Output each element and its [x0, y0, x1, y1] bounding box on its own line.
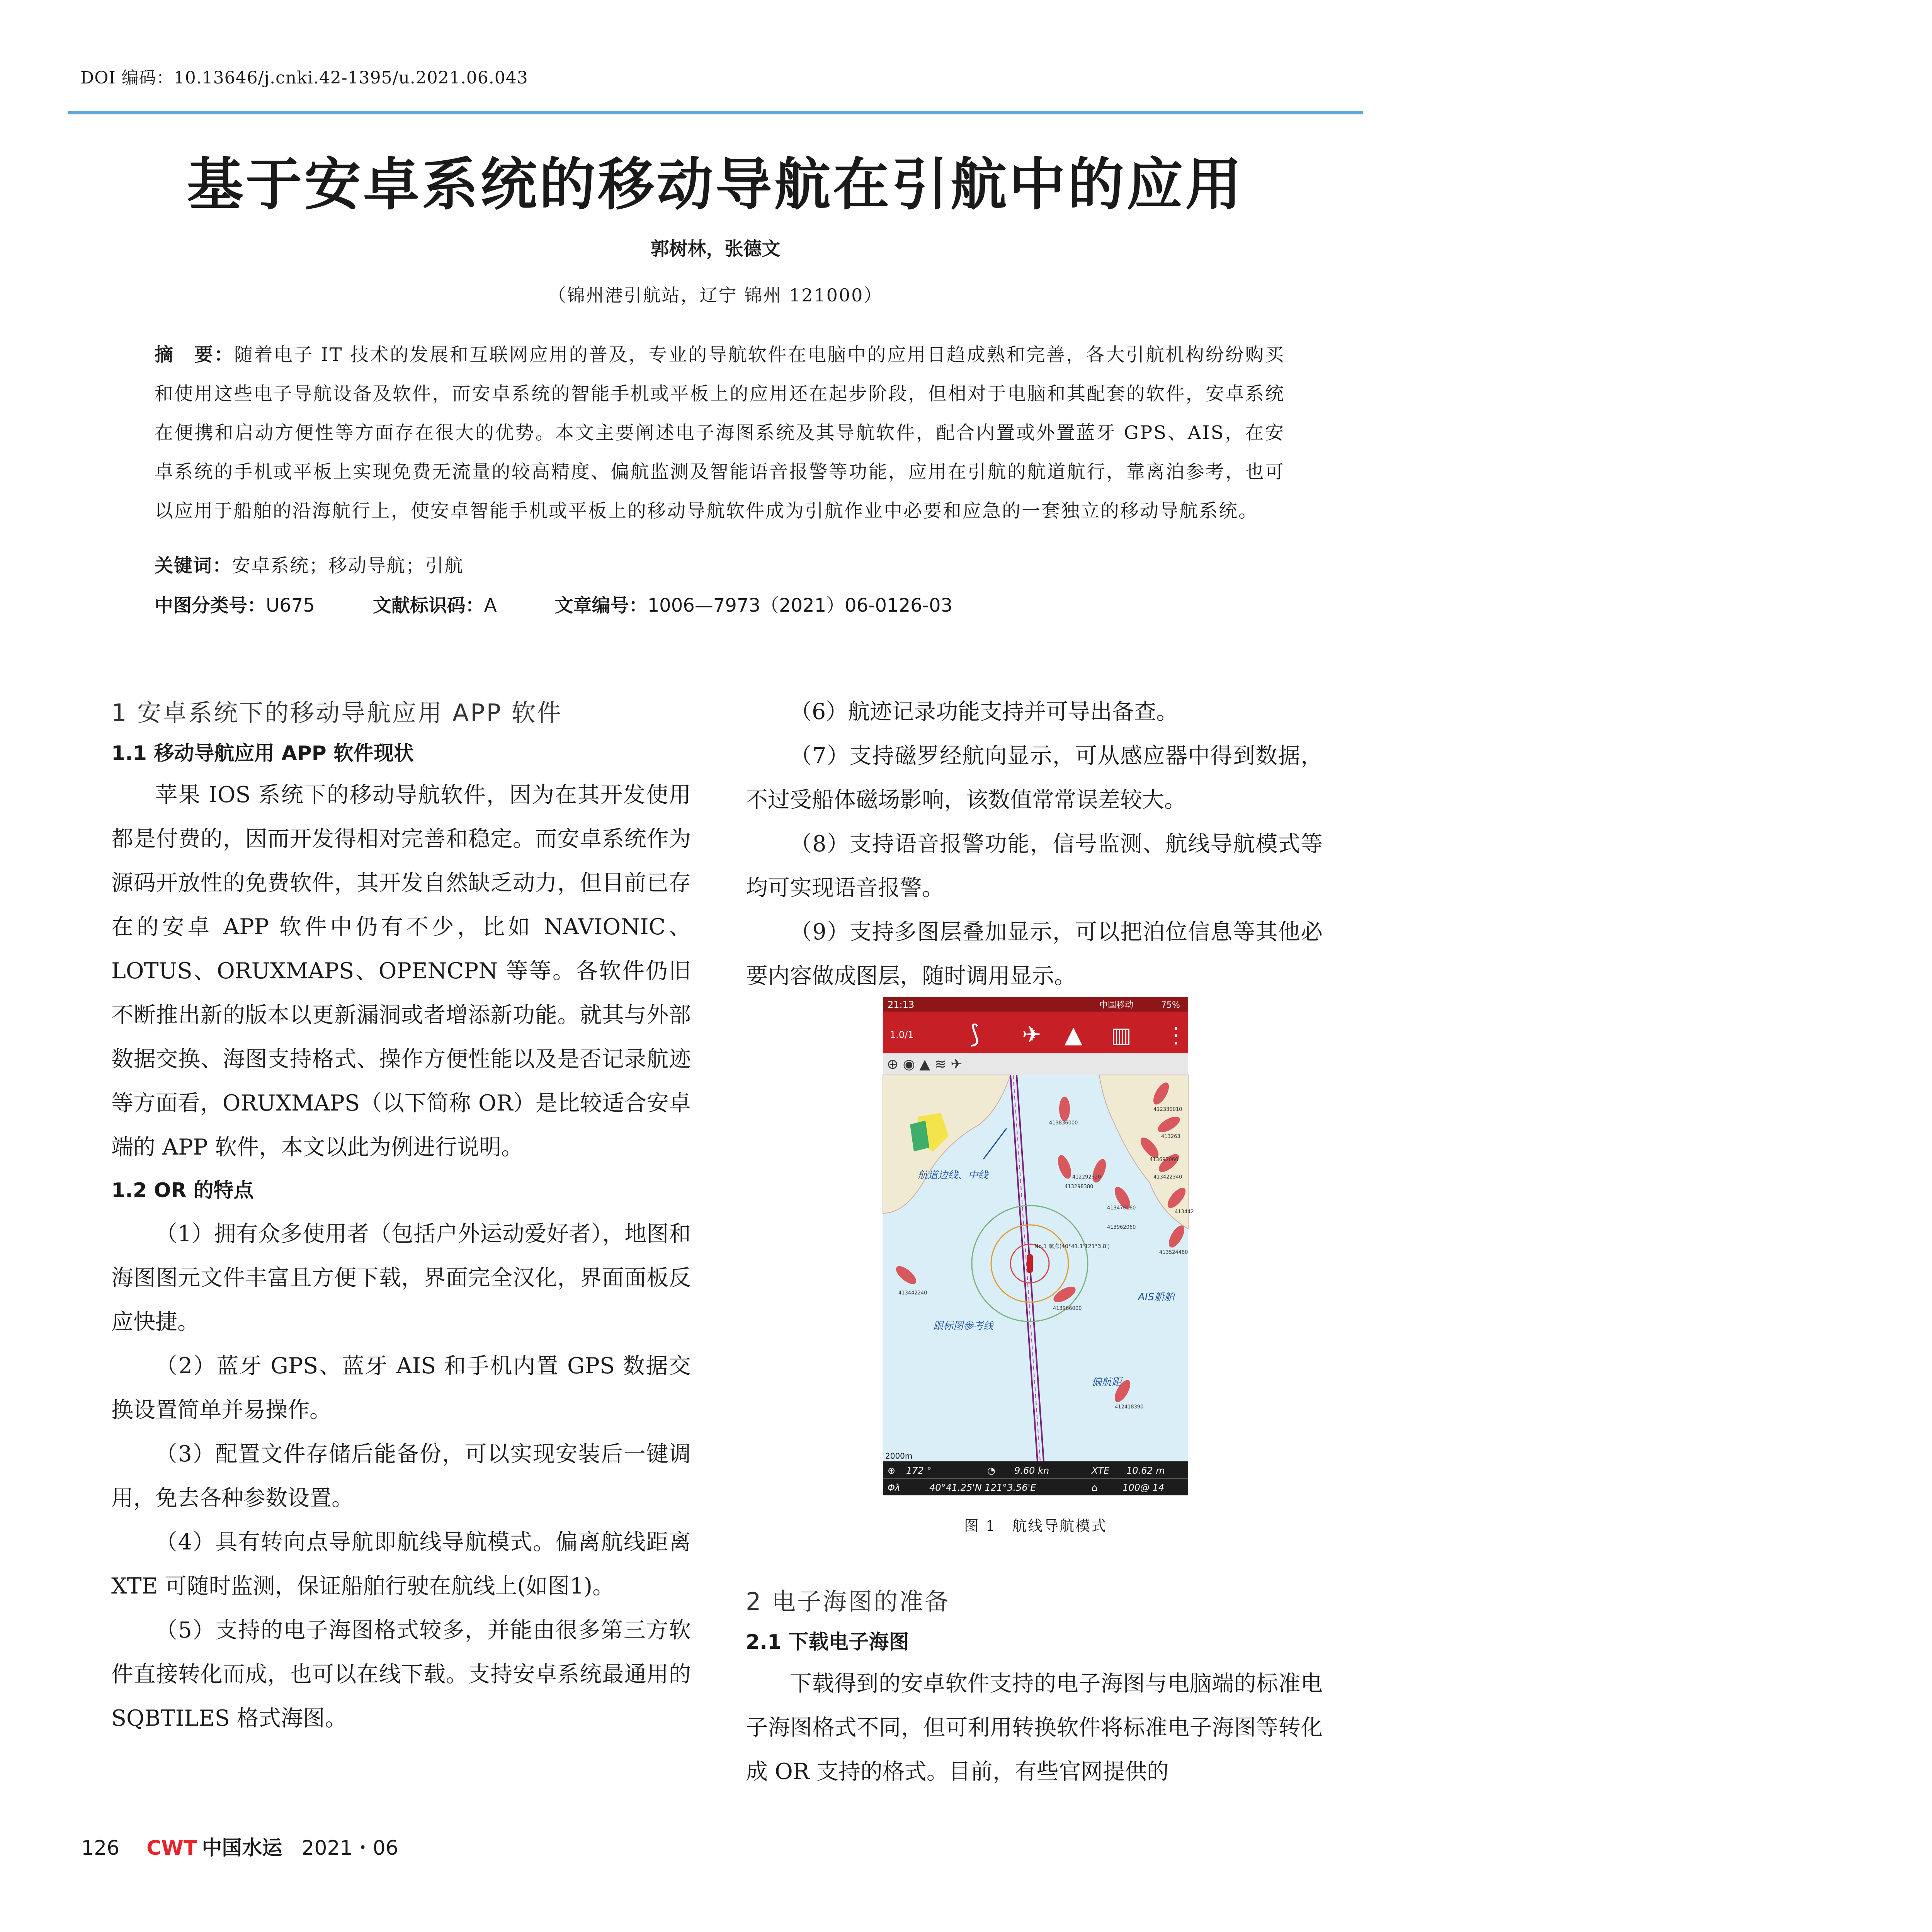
- header-rule: [68, 111, 1363, 114]
- authors: 郭树林，张德文: [650, 238, 781, 260]
- feature-item-6: （6）航迹记录功能支持并可导出备查。: [790, 699, 1179, 724]
- mmsi-label: 413442: [1175, 1209, 1194, 1215]
- doc-label: 文献标识码：: [372, 595, 484, 616]
- clc-label: 中图分类号：: [155, 595, 266, 616]
- mmsi-label: 413442240: [898, 1290, 927, 1296]
- route-icon: ⟆: [970, 1020, 980, 1049]
- abstract-label: 摘 要：: [155, 344, 234, 366]
- speed-icon: ◔: [987, 1465, 995, 1476]
- stat-speed: 9.60 kn: [1014, 1465, 1049, 1476]
- doc-value: A: [484, 595, 497, 616]
- section11-heading: 1.1 移动导航应用 APP 软件现状: [111, 742, 414, 765]
- issue-date: 2021・06: [301, 1837, 398, 1860]
- status-time: 21:13: [888, 999, 915, 1010]
- nav-map-image: [883, 997, 1194, 1495]
- abstract-text: 随着电子 IT 技术的发展和互联网应用的普及，专业的导航软件在电脑中的应用日趋成熟和完善，各大引航机构纷纷购买和使用这些电子导航设备及软件，而安卓系统的智能手机或平板上的应用还在起步阶段，但相对于电脑和其配套的软件，安卓系统在便携和启动方便性等方面存在很大的优势。本文主要阐述电子海图系统及其导航软件，配合内置或外置蓝牙 GPS、AIS，在安卓系统的手机或平板上实现免费无流量的较高精度、偏航监测及智能语音报警等功能，应用在引航的航道航行，靠离泊参考，也可以应用于船舶的沿海航行上，使安卓智能手机或平板上的移动导航软件成为引航作业中必要和应急的一套独立的移动导航系统。: [155, 344, 1285, 522]
- keywords-label: 关键词：: [155, 555, 232, 577]
- feature-item-9: （9）支持多图层叠加显示，可以把泊位信息等其他必要内容做成图层，随时调用显示。: [746, 919, 1323, 989]
- navigate-icon: ✈: [1022, 1021, 1042, 1048]
- ais-ship: [1059, 1097, 1070, 1121]
- map-tool-icons: ⊕ ◉ ▲ ≋ ✈: [887, 1056, 963, 1072]
- feature-item-5: （5）支持的电子海图格式较多，并能由很多第三方软件直接转化而成，也可以在线下载。支持安卓系统最通用的 SQBTILES 格式海图。: [111, 1617, 691, 1731]
- compass-icon: ⊕: [888, 1465, 896, 1476]
- classification-line: [155, 590, 952, 617]
- section21-heading: 2.1 下载电子海图: [746, 1631, 909, 1654]
- mmsi-label: 412292520: [1072, 1174, 1101, 1180]
- doi-line: DOI 编码：10.13646/j.cnki.42-1395/u.2021.06.043: [80, 68, 528, 88]
- section12-heading: 1.2 OR 的特点: [111, 1179, 254, 1202]
- section11-paragraph: 苹果 IOS 系统下的移动导航软件，因为在其开发使用都是付费的，因而开发得相对完善和稳定。而安卓系统作为源码开放性的免费软件，其开发自然缺乏动力，但目前已存在的安卓 APP 软件中仍有不少，比如 NAVIONIC、LOTUS、ORUXMAPS、OPENCPN 等等。各软件仍旧不断推出新的版本以更新漏洞或者增添新功能。就其与外部数据交换、海图支持格式、操作方便性能以及是否记录航迹等方面看，ORUXMAPS（以下简称 OR）是比较适合安卓端的 APP 软件，本文以此为例进行说明。: [111, 782, 691, 1160]
- road-icon: ▲: [1065, 1021, 1083, 1048]
- annotation-offcourse: 偏航距: [1092, 1376, 1122, 1388]
- article-value: 1006—7973（2021）06-0126-03: [647, 595, 953, 616]
- own-ship-icon: [1027, 1254, 1033, 1273]
- mmsi-label: 413422340: [1153, 1174, 1182, 1180]
- figure-1-caption: 图 1 航线导航模式: [964, 1517, 1107, 1534]
- mmsi-label: 413966000: [1053, 1306, 1082, 1311]
- right-column-top: [746, 690, 1323, 998]
- mmsi-label: 412330010: [1153, 1107, 1182, 1112]
- position-icon: Φλ: [888, 1482, 901, 1493]
- annotation-reference: 跟标图参考线: [933, 1320, 994, 1332]
- accuracy-icon: ⌂: [1092, 1482, 1098, 1493]
- own-ship-label: No.1 航点(40°41.1'121°3.8'): [1034, 1243, 1110, 1250]
- clc-value: U675: [266, 595, 315, 616]
- page-footer: [81, 1832, 398, 1861]
- section2-heading: 2 电子海图的准备: [746, 1587, 951, 1616]
- page-number: 126: [81, 1837, 120, 1860]
- mmsi-label: 413263: [1161, 1134, 1180, 1139]
- toolbar-zoom: 1.0/1: [890, 1029, 914, 1040]
- stat-course: 172 °: [906, 1465, 932, 1476]
- section21-paragraph: 下载得到的安卓软件支持的电子海图与电脑端的标准电子海图格式不同，但可利用转换软件将标准电子海图等转化成 OR 支持的格式。目前，有些官网提供的: [746, 1671, 1323, 1784]
- mmsi-label: 413836000: [1049, 1120, 1078, 1126]
- feature-item-2: （2）蓝牙 GPS、蓝牙 AIS 和手机内置 GPS 数据交换设置简单并易操作。: [111, 1353, 691, 1423]
- stat-xte: 10.62 m: [1126, 1465, 1165, 1476]
- mmsi-label: 413692060: [1150, 1157, 1179, 1163]
- stat-accuracy: 100@ 14: [1122, 1482, 1164, 1493]
- mmsi-label: 413298380: [1065, 1184, 1094, 1190]
- scale-label: 2000m: [885, 1451, 913, 1461]
- status-bar: [883, 997, 1188, 1012]
- mmsi-label: 413524480: [1159, 1250, 1188, 1255]
- feature-item-3: （3）配置文件存储后能备份，可以实现安装后一键调用，免去各种参数设置。: [111, 1441, 691, 1511]
- annotation-ais: AIS船舶: [1138, 1291, 1174, 1303]
- journal-logo: CWT: [146, 1837, 197, 1860]
- right-column-bottom: [746, 1580, 1323, 1794]
- paper-title: 基于安卓系统的移动导航在引航中的应用: [187, 151, 1244, 218]
- status-battery: 75%: [1161, 1000, 1180, 1010]
- stat-position: 40°41.25'N 121°3.56'E: [929, 1482, 1036, 1493]
- status-carrier: 中国移动: [1099, 1000, 1134, 1010]
- affiliation: （锦州港引航站，辽宁 锦州 121000）: [548, 285, 883, 306]
- map-icon: ▥: [1111, 1023, 1131, 1048]
- keywords-text: 安卓系统；移动导航；引航: [232, 555, 464, 577]
- left-column: [111, 692, 691, 1740]
- more-icon: ⋮: [1165, 1023, 1187, 1048]
- feature-item-4: （4）具有转向点导航即航线导航模式。偏离航线距离 XTE 可随时监测，保证船舶行驶在航线上(如图1)。: [111, 1529, 691, 1599]
- feature-item-7: （7）支持磁罗经航向显示，可从感应器中得到数据，不过受船体磁场影响，该数值常常误差较大。: [746, 743, 1323, 813]
- keywords: [155, 551, 464, 577]
- feature-item-1: （1）拥有众多使用者（包括户外运动爱好者），地图和海图图元文件丰富且方便下载，界面完全汉化，界面面板反应快捷。: [111, 1221, 691, 1335]
- feature-item-8: （8）支持语音报警功能，信号监测、航线导航模式等均可实现语音报警。: [746, 831, 1323, 901]
- mmsi-label: 413476160: [1107, 1205, 1136, 1211]
- mmsi-label: 413962060: [1107, 1225, 1136, 1230]
- section1-heading: 1 安卓系统下的移动导航应用 APP 软件: [111, 699, 563, 727]
- article-label: 文章编号：: [554, 595, 648, 616]
- figure-1-nav-screenshot: [883, 997, 1194, 1495]
- annotation-channel: 航道边线、中线: [918, 1170, 988, 1181]
- stat-xte-label: XTE: [1092, 1465, 1110, 1476]
- journal-name: 中国水运: [202, 1837, 282, 1860]
- abstract: [155, 335, 1285, 531]
- mmsi-label: 412418390: [1115, 1404, 1144, 1410]
